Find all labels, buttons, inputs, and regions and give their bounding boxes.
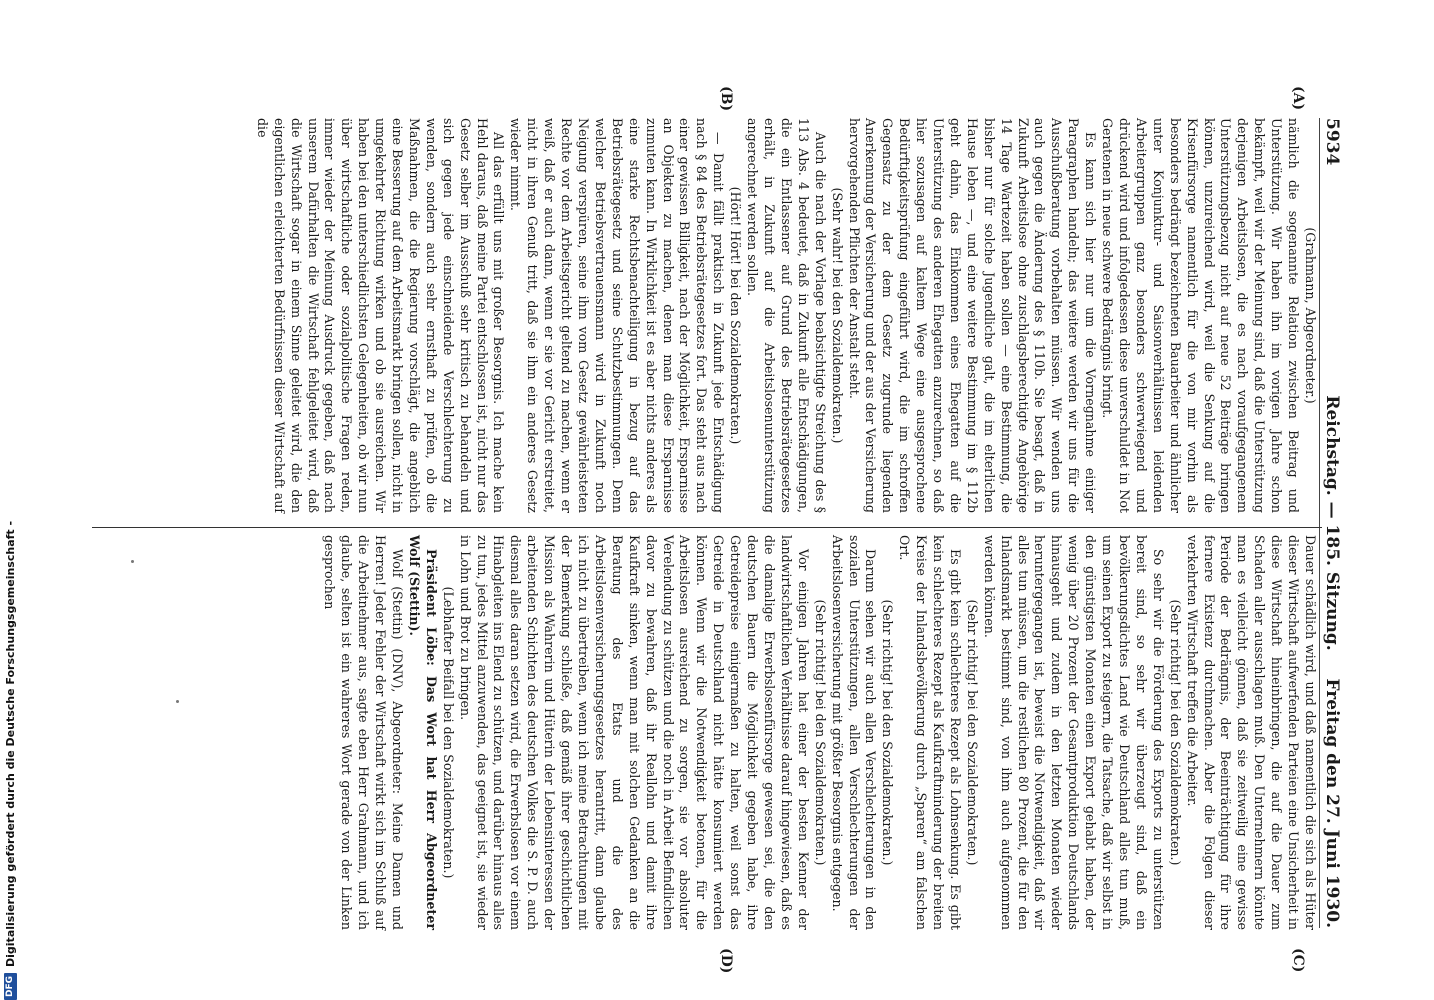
margin-marker-a: (A) [1290, 86, 1306, 111]
speaker-line: (Grahmann, Abgeordneter.) [1303, 227, 1318, 404]
credit-text: Digitalisierung gefördert durch die Deutsche Forschungsgemeinschaft - [3, 520, 17, 967]
page-number: 5934 [1322, 118, 1342, 166]
dfg-logo: DFG [4, 973, 17, 1000]
interjection: (Sehr richtig! bei den Sozialdemokraten.) [964, 599, 980, 866]
paragraph: So sehr wir die Förderung des Exports zu unterstützen bereit sind, so sehr wir überzeugt sind, daß ein bevölkerungsdichtes Land wie Deutschland alles tun muß, um seinen Export zu steigern, die Tatsache, daß wir selbst in den günstigsten Monaten einen Export gehabt haben, der wenig über 20 Prozent der Gesamtproduktion Deutschlands hinausgeht und zudem in den letzten Monaten wieder heruntergegangen ist, beweist die Notwendigkeit, daß wir alles tun müssen, um die restlichen 80 Prozent, die für den Inlandsmarkt bestimmt sind, von ihm auch aufgenommen werden können. [981, 535, 1166, 930]
interjection: (Hört! Hört! bei den Sozialdemokraten.) [728, 186, 744, 445]
session-date: Freitag den 27. Juni 1930. [1322, 678, 1342, 928]
header-rule [1319, 118, 1320, 928]
margin-marker-d: (D) [718, 948, 734, 974]
paragraph: Darum sehen wir auch allen Verschlechterungen in den sozialen Unterstützungen, allen Verschlechterungen der Arbeitslosenversicherung mit größter Besorgnis entgegen. [829, 535, 879, 930]
paragraph: Auch die nach der Vorlage beabsichtigte Streichung des § 113 Abs. 4 bedeutet, daß in Zukunft alle Entschädigungen, die ein Entlassener auf Grund des Betriebsrätegesetzes erhält, in Zukunft auf die Arbeitslosenunterstützung angerechnet werden sollen. [745, 118, 828, 513]
paragraph: Es gibt kein schlechteres Rezept als Lohnsenkung. Es gibt kein schlechteres Rezept als Kaufkraftminderung der breiten Kreise der Inlandsbevölkerung durch „Sparen“ am falschen Ort. [897, 535, 963, 930]
interjection: (Sehr richtig! bei den Sozialdemokraten.) [880, 599, 896, 866]
margin-marker-b: (B) [718, 86, 734, 112]
paragraph: — Damit fällt praktisch in Zukunft jede Entschädigung nach § 84 des Betriebsrätegesetzes fort. Das steht aus nach einer gewissen Billigkeit, nach der Möglichkeit, Ersparnisse an Objekten zu machen, denen man diese Ersparnisse zumuten kann. In Wirklichkeit ist es aber nichts anderes als eine starke Rechtsbenachteiligung in bezug auf das Betriebsrätegesetz und seine Schutzbestimmungen. Denn welcher Betriebsvertrauensmann wird in Zukunft noch Neigung verspüren, seine ihm vom Gesetz gewährleisteten Rechte vor dem Arbeitsgericht geltend zu machen, wenn er weiß, daß er auch dann, wenn er sie vor Gericht erstreitet, nicht in ihren Genuß tritt, daß sie ihm ein anderes Gesetz wieder nimmt. [508, 118, 727, 513]
right-column [138, 535, 1318, 930]
scan-speck [131, 560, 134, 563]
interjection: (Lebhafter Beifall bei den Sozialdemokraten.) [440, 586, 456, 879]
digitization-credit [0, 0, 20, 1000]
paragraph: Vor einigen Jahren hat einer der besten Kenner der landwirtschaftlichen Verhältnisse darauf hingewiesen, daß es die damalige Erwerbslosenfürsorge gewesen sei, die den deutschen Bauern die Möglichkeit gegeben habe, ihre Getreidepreise einigermaßen zu halten, weil sonst das Getreide in Deutschland nicht hätte konsumiert werden können. Wenn wir die Notwendigkeit betonen, für die Arbeitslosen ausreichend zu sorgen, sie vor absoluter Verelendung zu schützen und die noch in Arbeit Befindlichen davor zu bewahren, daß ihr Reallohn und damit ihre Kaufkraft sinken, wenn man mit solchen Gedanken an die Beratung des Etats und die des Arbeitslosenversicherungsgesetzes herantritt, dann glaube ich nicht zu übertreiben, wenn ich meine Betrachtungen mit der Bemerkung schließe, daß gemäß ihrer geschichtlichen Mission als Wahrerin und Hüterin der Lebensinteressen der arbeitenden Schichten des deutschen Volkes die S. P. D. auch diesmal alles daran setzen wird, die Erwerbslosen vor einem Hinabgleiten ins Elend zu schützen, und darüber hinaus alles zu tun, jedes Mittel anzuwenden, das geeignet ist, sie wieder in Lohn und Brot zu bringen. [457, 535, 811, 930]
interjection: (Sehr richtig! bei den Sozialdemokraten.) [812, 599, 828, 866]
paragraph: All das erfüllt uns mit großer Besorgnis. Ich mache kein Hehl daraus, daß meine Partei entschlossen ist, nicht nur das Gesetz selber im Ausschuß sehr kritisch zu behandeln und sich gegen jede einschneidende Verschlechterung zu wenden, sondern auch sehr ernsthaft zu prüfen, ob die Maßnahmen, die die Regierung vorschlägt, die angeblich eine Besserung auf dem Arbeitsmarkt bringen sollen, nicht in umgekehrter Richtung wirken und ob sie ausreichen. Wir haben bei den unterschiedlichsten Gelegenheiten, ob wir nun über wirtschaftliche oder sozialpolitische Fragen reden, immer wieder der Meinung Ausdruck gegeben, daß nach unserem Dafürhalten die Wirtschaft fehlgeleitet wird, daß die Wirtschaft sogar in einem Sinne geleitet wird, die den eigentlichen erleichterten Bedürfnissen dieser Wirtschaft auf die [254, 118, 507, 513]
president-line: Präsident Löbe: Das Wort hat Herr Abgeordneter Wolf (Stettin). [406, 535, 439, 930]
interjection: (Sehr richtig! bei den Sozialdemokraten.) [1167, 599, 1183, 866]
scan-speck [176, 700, 179, 703]
column-divider [92, 527, 1322, 528]
left-column [138, 118, 1318, 513]
paragraph: Dauer schädlich wird, und daß namentlich die sich als Hüter dieser Wirtschaft aufwerfenden Parteien eine Unsicherheit in diese Wirtschaft hineinbringen, die auf die Dauer zum Schaden aller ausschlagen muß. Den Unternehmern könnte man es vielleicht gönnen, daß sie zeitweilig eine gewisse Periode der Bedrängnis, der Beeinträchtigung für ihre fernere Existenz durchmachen. Aber die Folgen dieser verkehrten Wirtschaft treffen die Arbeiter. [1184, 535, 1318, 930]
interjection: (Sehr wahr! bei den Sozialdemokraten.) [829, 187, 845, 444]
paragraph: nämlich die sogenannte Relation zwischen Beitrag und Unterstützung. Wir haben ihn im vorigen Jahre schon bekämpft, weil wir der Meinung sind, daß die Unterstützung derjenigen Arbeitslosen, die es nach voraufgegangenem Unterstützungsbezug nicht auf neue 52 Beiträge bringen können, unzureichend wird, weil die Senkung auf die Krisenfürsorge namentlich für die von mir vorhin als besonders bedrängt bezeichneten Bauarbeiter und ähnlicher unter Konjunktur- und Saisonverhältnissen leidenden Arbeitergruppen ganz besonders schwerwiegend und drückend wird und infolgedessen diese unverschuldet in Not Geratenen in neue schwere Bedrängnis bringt. [1100, 118, 1302, 513]
margin-marker-c: (C) [1290, 948, 1306, 973]
session-title: Reichstag. — 185. Sitzung. [1322, 395, 1342, 651]
paragraph: Wolf (Stettin) (DNV), Abgeordneter: Meine Damen und Herren! Jeder Fehler der Wirtschaft wirkt sich im Schluß auf die Arbeitnehmer aus, sagte eben Herr Grahmann, und ich glaube, selten ist ein wahreres Wort gerade von der Linken gesprochen [322, 535, 406, 930]
page-header [1320, 118, 1350, 928]
paragraph: Es kann sich hier nur um die Vornegnahme einiger Paragraphen handeln; das weitere werden wir uns für die Ausschußberatung vorbehalten müssen. Wir wenden uns auch gegen die Änderung des § 110b. Sie besagt, daß in Zukunft Arbeitslose ohne zuschlagsberechtigte Angehörige 14 Tage Wartezeit haben sollen — eine Bestimmung, die bisher nur für solche Jugendliche galt, die im elterlichen Hause leben —, und eine weitere Bestimmung im § 112b geht dahin, das Einkommen eines Ehegatten auf die Unterstützung des anderen Ehegatten anzurechnen, so daß hier sozusagen auf kaltem Wege eine ausgesprochene Bedürftigkeitsprüfung eingeführt wird, die im schroffen Gegensatz zu der dem Gesetz zugrunde liegenden Anerkennung der Versicherung und der aus der Versicherung hervorgehenden Pflichten der Anstalt steht. [846, 118, 1099, 513]
